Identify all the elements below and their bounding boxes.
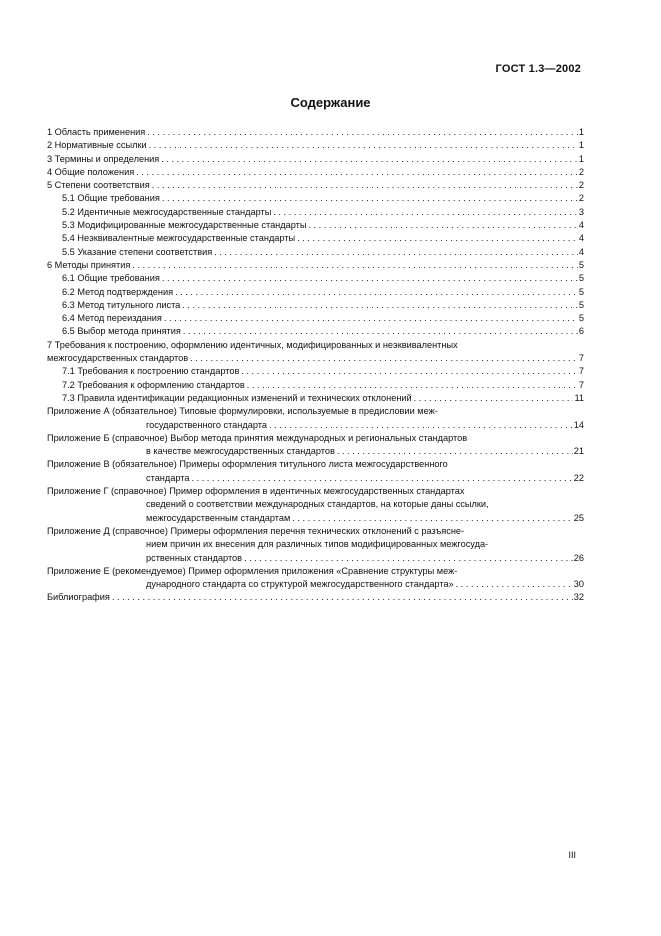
dot-leader (292, 512, 572, 525)
toc-entry-title: государственного стандарта (146, 419, 267, 430)
toc-page-number: 4 (578, 246, 584, 257)
toc-page-number: 5 (578, 273, 584, 284)
toc-title: Содержание (290, 95, 371, 110)
toc-page-number: 14 (573, 419, 584, 430)
toc-entry-title: 6.3 Метод титульного листа (62, 299, 181, 310)
toc-page-number: 4 (578, 220, 584, 231)
dot-leader (175, 286, 578, 299)
toc-entry[interactable] (47, 339, 584, 366)
toc-entry[interactable] (47, 379, 584, 392)
dot-leader (152, 179, 578, 192)
toc-page-number: 5 (578, 259, 584, 270)
toc-page-number: 2 (578, 180, 584, 191)
dot-leader (190, 352, 578, 365)
toc-entry-line: Приложение Б (справочное) Выбор метода принятия международных и региональных стандартов (47, 432, 468, 443)
dot-leader (162, 192, 578, 205)
dot-leader (149, 139, 578, 152)
toc-page-number: 6 (578, 326, 584, 337)
toc-entry[interactable] (47, 591, 584, 604)
toc-entry-title: 6 Методы принятия (47, 259, 131, 270)
dot-leader (308, 219, 577, 232)
toc-page-number: 1 (578, 153, 584, 164)
toc-page-number: 25 (573, 512, 584, 523)
toc-page-number: 5 (578, 286, 584, 297)
toc-entry[interactable] (47, 206, 584, 219)
dot-leader (297, 232, 578, 245)
dot-leader (112, 591, 573, 604)
toc-page-number: 7 (578, 379, 584, 390)
toc-entry[interactable] (47, 525, 584, 565)
toc-entry-title: Библиография (47, 592, 110, 603)
toc-entry-title: 4 Общие положения (47, 166, 135, 177)
toc-entry-title: 5.5 Указание степени соответствия (62, 246, 213, 257)
dot-leader (214, 246, 578, 259)
toc-entry-title: дународного стандарта со структурой межгосударственного стандарта» (146, 579, 454, 590)
toc-entry-title: 1 Область применения (47, 127, 146, 137)
toc-page-number: 32 (573, 592, 584, 603)
toc-entry[interactable] (47, 286, 584, 299)
toc-entry-title: 5 Степени соответствия (47, 180, 150, 191)
toc-entry-title: межгосударственных стандартов (47, 353, 189, 364)
table-of-contents (47, 126, 584, 605)
dot-leader (191, 472, 572, 485)
dot-leader (182, 299, 578, 312)
dot-leader (136, 166, 578, 179)
toc-entry[interactable] (47, 126, 584, 139)
toc-entry[interactable] (47, 139, 584, 152)
dot-leader (241, 365, 578, 378)
toc-entry[interactable] (47, 219, 584, 232)
toc-page-number: 3 (578, 206, 584, 217)
toc-entry[interactable] (47, 166, 584, 179)
toc-page-number: 30 (573, 579, 584, 590)
toc-entry[interactable] (47, 179, 584, 192)
toc-entry[interactable] (47, 246, 584, 259)
toc-entry-title: 6.1 Общие требования (62, 273, 160, 284)
toc-entry-line: Приложение В (обязательное) Примеры оформления титульного листа межгосударственного (47, 459, 448, 470)
toc-entry[interactable] (47, 458, 584, 485)
toc-entry-line: Приложение А (обязательное) Типовые формулировки, используемые в предисловии меж- (47, 406, 438, 417)
toc-entry[interactable] (47, 365, 584, 378)
dot-leader (161, 153, 578, 166)
toc-entry-title: 7.1 Требования к построению стандартов (62, 366, 240, 377)
toc-entry-title: 7.3 Правила идентификации редакционных изменений и технических отклонений (62, 392, 412, 403)
toc-entry[interactable] (47, 192, 584, 205)
toc-page-number: 26 (573, 552, 584, 563)
toc-page-number: 4 (578, 233, 584, 244)
document-code: ГОСТ 1.3—2002 (495, 63, 581, 75)
toc-page-number: 21 (573, 446, 584, 457)
toc-entry-line: Приложение Г (справочное) Пример оформления в идентичных межгосударственных стандартах (47, 486, 465, 497)
toc-page-number: 5 (578, 299, 584, 310)
toc-page-number: 2 (578, 193, 584, 204)
toc-entry[interactable] (47, 153, 584, 166)
toc-page-number: 22 (573, 472, 584, 483)
toc-entry-title: 6.5 Выбор метода принятия (62, 326, 181, 337)
toc-entry[interactable] (47, 299, 584, 312)
toc-entry-title: 6.2 Метод подтверждения (62, 286, 174, 297)
dot-leader (273, 206, 578, 219)
toc-page-number: 7 (578, 366, 584, 377)
toc-entry-title: 5.3 Модифицированные межгосударственные стандарты (62, 220, 307, 231)
toc-entry-line: Приложение Е (рекомендуемое) Пример оформления приложения «Сравнение структуры меж- (47, 565, 458, 576)
dot-leader (164, 312, 578, 325)
toc-entry-line: нием причин их внесения для различных типов модифицированных межгосуда- (146, 539, 489, 550)
toc-entry-title: в качестве межгосударственных стандартов (146, 446, 335, 457)
toc-page-number: 1 (578, 127, 584, 137)
dot-leader (414, 392, 574, 405)
toc-entry-line: Приложение Д (справочное) Примеры оформления перечня технических отклонений с разъясне- (47, 525, 465, 536)
dot-leader (132, 259, 578, 272)
page-number: III (568, 850, 576, 860)
toc-entry-title: 3 Термины и определения (47, 153, 160, 164)
toc-entry-line: сведений о соответствии международных стандартов, на которые даны ссылки, (146, 499, 489, 510)
toc-page-number: 5 (578, 313, 584, 324)
toc-entry[interactable] (47, 259, 584, 272)
toc-page-number: 1 (578, 140, 584, 151)
toc-entry-title: 5.1 Общие требования (62, 193, 160, 204)
dot-leader (456, 578, 573, 591)
toc-entry-title: 6.4 Метод переиздания (62, 313, 162, 324)
toc-entry-title: межгосударственным стандартам (146, 512, 291, 523)
toc-page-number: 2 (578, 166, 584, 177)
toc-entry[interactable] (47, 325, 584, 338)
toc-page-number: 11 (574, 392, 584, 403)
toc-entry[interactable] (47, 485, 584, 525)
toc-entry-line: 7 Требования к построению, оформлению идентичных, модифицированных и неэквивалентных (47, 339, 458, 350)
toc-entry[interactable] (47, 232, 584, 245)
toc-entry-title: стандарта (146, 472, 190, 483)
dot-leader (162, 272, 578, 285)
toc-entry[interactable] (47, 565, 584, 592)
dot-leader (183, 325, 578, 338)
toc-entry[interactable] (47, 405, 584, 432)
toc-entry-title: 5.4 Неэквивалентные межгосударственные стандарты (62, 233, 296, 244)
dot-leader (247, 379, 578, 392)
toc-entry-title: 5.2 Идентичные межгосударственные стандарты (62, 206, 272, 217)
toc-entry[interactable] (47, 272, 584, 285)
toc-entry[interactable] (47, 432, 584, 459)
dot-leader (147, 126, 578, 139)
toc-entry-title: рственных стандартов (146, 552, 243, 563)
toc-entry-title: 7.2 Требования к оформлению стандартов (62, 379, 245, 390)
dot-leader (244, 552, 573, 565)
dot-leader (269, 419, 573, 432)
toc-entry[interactable] (47, 312, 584, 325)
dot-leader (337, 445, 573, 458)
toc-entry[interactable] (47, 392, 584, 405)
toc-entry-title: 2 Нормативные ссылки (47, 140, 147, 151)
toc-page-number: 7 (578, 353, 584, 364)
